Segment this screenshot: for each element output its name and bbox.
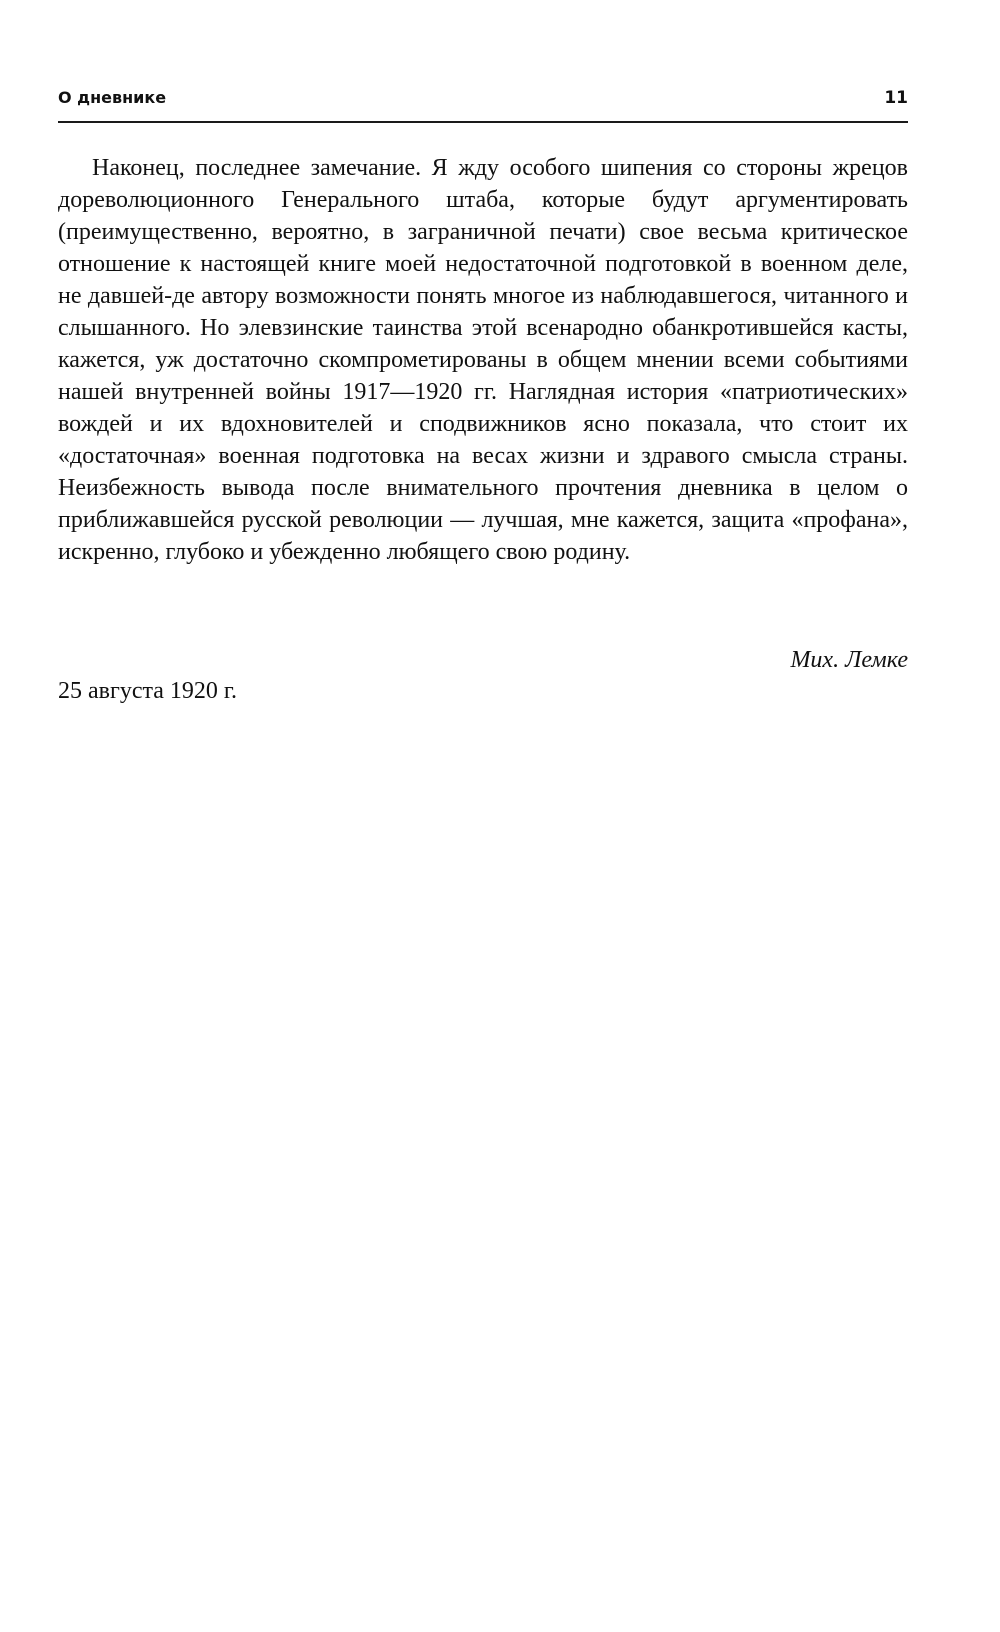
author-signature: Мих. Лемке <box>790 647 908 673</box>
paragraph-text: Наконец, последнее замечание. Я жду особого шипения со стороны жрецов дореволюционного Генерального штаба, которые будут аргументировать (преимущественно, вероятно, в заграничной печати) свое весьма критическое отношение к настоящей книге моей недостаточной подготовкой в военном деле, не давшей-де автору возможности понять многое из наблюдавшегося, читанного и слышанного. Но элевзинские таинства этой всенародно обанкротившейся касты, кажется, уж достаточно скомпрометированы в общем мнении всеми событиями нашей внутренней войны 1917—1920 гг. Наглядная история «патриотических» вождей и их вдохновителей и сподвижников ясно показала, что стоит их «достаточная» военная подготовка на весах жизни и здравого смысла страны. Неизбежность вывода после внимательного прочтения дневника в целом о приближавшейся русской революции — лучшая, мне кажется, защита «профана», искренно, глубоко и убежденно любящего свою родину. <box>58 155 908 565</box>
date-line: 25 августа 1920 г. <box>58 678 238 704</box>
body-paragraph <box>58 152 908 568</box>
page-number: 11 <box>884 88 908 108</box>
section-title: О дневнике <box>58 88 167 107</box>
running-header <box>58 86 908 110</box>
header-divider <box>58 121 908 123</box>
